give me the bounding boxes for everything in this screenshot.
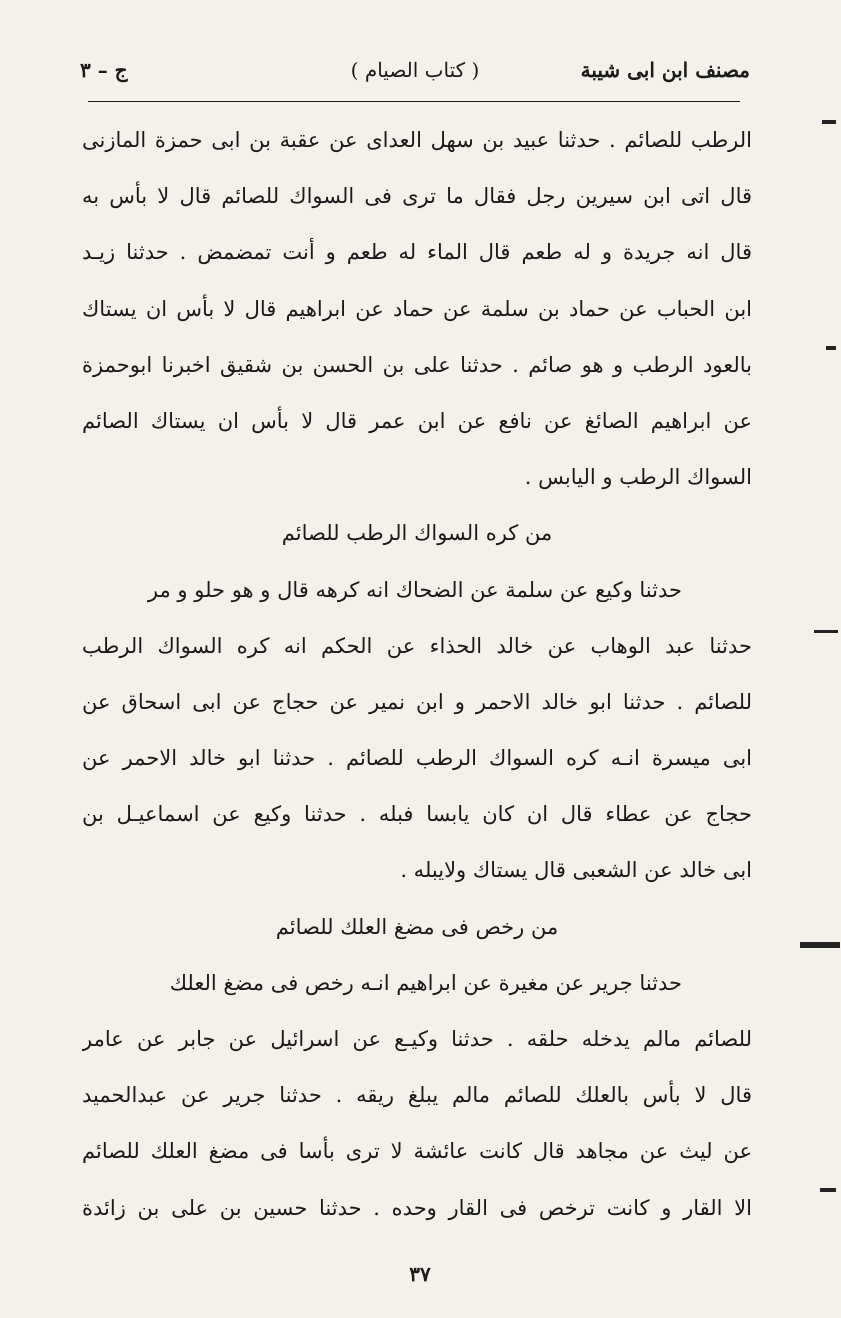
text-line: قال انه جريدة و له طعم قال الماء له طعم و أنت تمضمض . حدثنا زيـد — [82, 240, 752, 265]
section-heading: من كره السواك الرطب للصائم — [281, 521, 553, 546]
text-line: ابى خالد عن الشعبى قال يستاك ولايبله . — [400, 858, 752, 883]
text-line: الرطب للصائم . حدثنا عبيد بن سهل العداى عن عقبة بن ابى حمزة المازنى — [82, 128, 752, 152]
section-heading: من رخص فى مضغ العلك للصائم — [275, 914, 559, 939]
page-number: ٣٧ — [409, 1262, 431, 1286]
text-line: ابى ميسرة انـه كره السواك الرطب للصائم . حدثنا ابو خالد الاحمر عن — [82, 746, 752, 771]
text-line: ابن الحباب عن حماد بن سلمة عن حماد عن ابراهيم قال لا بأس ان يستاك — [82, 296, 752, 321]
chapter-title: ( كتاب الصيام ) — [350, 58, 480, 82]
text-line: الا القار و كانت ترخص فى القار وحده . حدثنا حسين بن على بن زائدة — [82, 1195, 752, 1220]
text-line: حدثنا جرير عن مغيرة عن ابراهيم انـه رخص فى مضغ العلك — [169, 970, 682, 995]
margin-mark — [814, 630, 838, 633]
margin-mark — [800, 942, 840, 948]
text-line: حجاج عن عطاء قال ان كان يابسا فبله . حدثنا وكيع عن اسماعيـل بن — [82, 802, 752, 827]
running-header — [80, 50, 750, 90]
text-line: للصائم مالم يدخله حلقه . حدثنا وكيـع عن اسرائيل عن جابر عن عامر — [82, 1027, 752, 1051]
margin-mark — [826, 346, 836, 350]
text-line: السواك الرطب و اليابس . — [524, 465, 752, 490]
volume-number: ج – ٣ — [80, 58, 128, 82]
book-title: مصنف ابن ابى شيبة — [580, 58, 750, 82]
margin-mark — [820, 1188, 836, 1192]
text-line: قال اتى ابن سيرين رجل فقال ما ترى فى السواك للصائم قال لا بأس به — [82, 184, 752, 209]
body-text — [82, 112, 752, 1236]
text-line: عن ابراهيم الصائغ عن نافع عن ابن عمر قال لا بأس ان يستاك الصائم — [82, 408, 752, 433]
header-rule — [88, 101, 740, 102]
text-line: للصائم . حدثنا ابو خالد الاحمر و ابن نمير عن حجاج عن ابى اسحاق عن — [82, 689, 752, 714]
text-line: بالعود الرطب و هو صائم . حدثنا على بن الحسن بن شقيق اخبرنا ابوحمزة — [82, 352, 752, 377]
text-line: عن ليث عن مجاهد قال كانت عائشة لا ترى بأسا فى مضغ العلك للصائم — [82, 1139, 752, 1164]
text-line: حدثنا وكيع عن سلمة عن الضحاك انه كرهه قال و هو حلو و مر — [147, 577, 682, 602]
text-line: قال لا بأس بالعلك للصائم مالم يبلغ ريقه . حدثنا جرير عن عبدالحميد — [82, 1083, 752, 1108]
margin-mark — [822, 120, 836, 124]
text-line: حدثنا عبد الوهاب عن خالد الحذاء عن الحكم انه كره السواك الرطب — [82, 633, 752, 658]
